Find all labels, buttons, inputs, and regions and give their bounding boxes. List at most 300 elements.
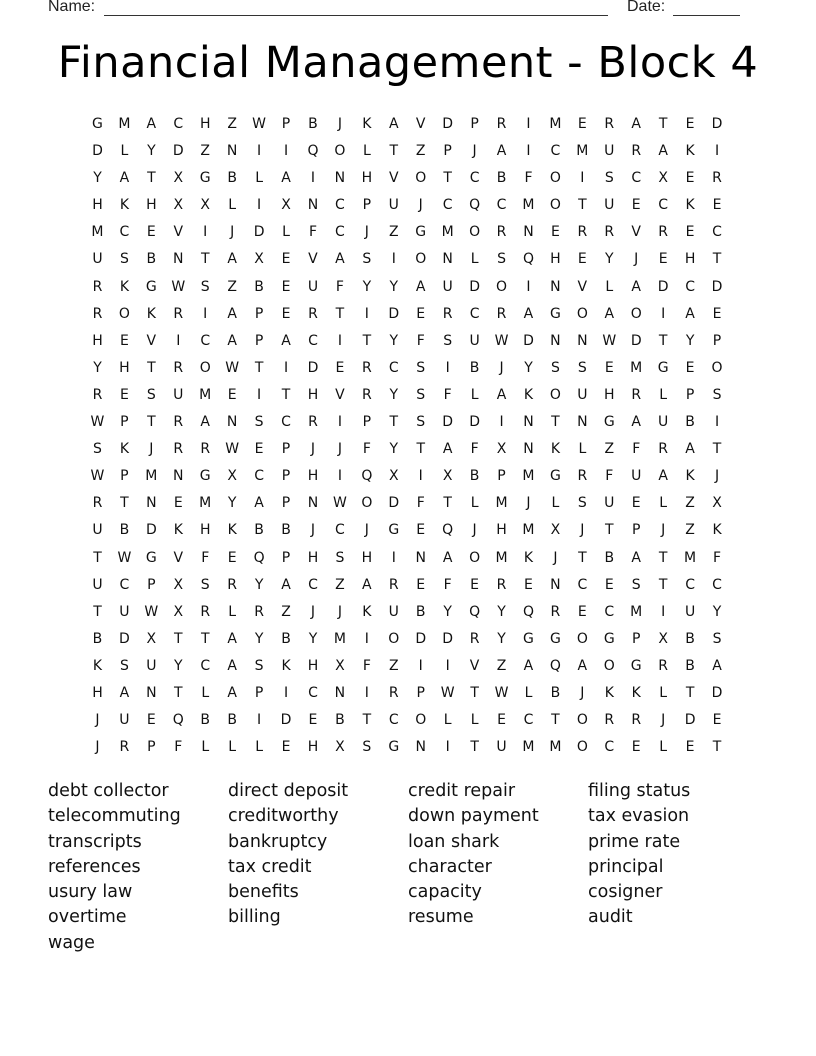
grid-letter: P xyxy=(147,739,156,756)
grid-letter: E xyxy=(604,576,614,593)
grid-letter: J xyxy=(472,522,477,539)
grid-row xyxy=(84,602,731,629)
grid-letter: T xyxy=(470,684,479,701)
grid-letter: Z xyxy=(281,603,291,620)
grid-letter: B xyxy=(281,522,291,539)
word-list-item: direct deposit xyxy=(228,781,349,801)
grid-letter: O xyxy=(576,305,588,322)
grid-letter: B xyxy=(469,468,480,485)
grid-letter: Y xyxy=(93,170,102,187)
grid-letter: J xyxy=(418,197,423,214)
grid-letter: K xyxy=(227,522,237,539)
grid-letter: P xyxy=(147,576,156,593)
header xyxy=(48,0,748,20)
grid-letter: A xyxy=(227,630,237,647)
grid-letter: A xyxy=(658,143,668,160)
grid-letter: H xyxy=(684,251,696,268)
grid-letter: S xyxy=(712,386,722,403)
grid-letter: C xyxy=(388,712,399,729)
grid-letter: S xyxy=(416,359,426,376)
grid-letter: D xyxy=(280,712,292,729)
grid-letter: T xyxy=(443,170,452,187)
grid-letter: F xyxy=(524,170,533,187)
grid-letter: S xyxy=(416,414,426,431)
grid-letter: P xyxy=(281,495,291,512)
grid-letter: B xyxy=(550,684,561,701)
grid-letter: A xyxy=(146,116,157,132)
grid-letter: O xyxy=(576,712,588,729)
grid-letter: F xyxy=(201,549,210,566)
grid-letter: P xyxy=(281,441,291,458)
grid-letter: S xyxy=(416,386,426,403)
grid-letter: N xyxy=(523,414,534,431)
grid-letter: S xyxy=(362,251,372,268)
grid-letter: Y xyxy=(389,278,399,295)
grid-letter: L xyxy=(470,495,479,512)
grid-letter: F xyxy=(443,386,452,403)
grid-letter: D xyxy=(442,414,454,431)
grid-letter: R xyxy=(496,224,507,241)
grid-letter: V xyxy=(469,657,480,674)
grid-letter: V xyxy=(631,224,641,241)
grid-letter: A xyxy=(227,251,237,268)
grid-letter: C xyxy=(685,278,695,295)
grid-letter: N xyxy=(523,224,534,241)
grid-letter: N xyxy=(415,739,426,756)
grid-letter: T xyxy=(551,712,560,729)
grid-letter: N xyxy=(226,143,238,160)
grid-letter: C xyxy=(604,739,615,756)
grid-letter: I xyxy=(203,224,208,241)
grid-letter: O xyxy=(415,170,427,187)
grid-letter: D xyxy=(307,359,319,376)
grid-letter: E xyxy=(281,305,291,322)
grid-letter: Y xyxy=(685,332,695,349)
grid-letter: Y xyxy=(605,251,614,268)
grid-letter: A xyxy=(227,684,237,701)
grid-letter: V xyxy=(173,549,184,566)
grid-letter: R xyxy=(388,576,399,593)
grid-letter: S xyxy=(335,549,345,566)
grid-letter: Y xyxy=(524,359,533,376)
grid-letter: M xyxy=(549,739,562,756)
grid-letter: W xyxy=(494,332,509,349)
grid-letter: M xyxy=(522,197,535,214)
grid-letter: B xyxy=(281,630,291,647)
grid-letter: U xyxy=(146,657,157,674)
grid-letter: C xyxy=(308,576,318,593)
name-label: Name: xyxy=(48,0,96,15)
grid-letter: H xyxy=(307,657,319,674)
date-field[interactable] xyxy=(673,15,740,16)
grid-letter: J xyxy=(499,359,504,376)
grid-row xyxy=(84,466,731,493)
grid-letter: C xyxy=(469,305,480,322)
word-list-item: debt collector xyxy=(48,781,169,801)
grid-letter: P xyxy=(281,116,291,132)
grid-letter: I xyxy=(257,197,262,214)
grid-letter: U xyxy=(577,386,588,403)
grid-letter: I xyxy=(257,143,262,160)
grid-letter: K xyxy=(685,143,695,160)
grid-row xyxy=(84,520,731,547)
grid-letter: B xyxy=(415,603,426,620)
grid-letter: G xyxy=(549,630,561,647)
grid-letter: C xyxy=(685,576,695,593)
grid-letter: A xyxy=(227,305,237,322)
grid-letter: W xyxy=(144,603,159,620)
grid-letter: A xyxy=(631,414,641,431)
grid-letter: I xyxy=(445,359,450,376)
grid-row xyxy=(84,304,731,331)
grid-letter: A xyxy=(119,170,130,187)
grid-row xyxy=(84,222,731,249)
grid-letter: P xyxy=(362,197,372,214)
grid-letter: K xyxy=(362,603,372,620)
grid-letter: M xyxy=(576,143,589,160)
grid-letter: O xyxy=(199,359,211,376)
grid-letter: J xyxy=(95,739,100,756)
grid-letter: A xyxy=(631,116,641,132)
grid-letter: E xyxy=(577,603,587,620)
grid-letter: I xyxy=(526,143,531,160)
grid-letter: R xyxy=(469,630,480,647)
grid-letter: U xyxy=(173,386,184,403)
grid-letter: P xyxy=(281,549,291,566)
grid-letter: T xyxy=(200,251,210,268)
word-list-item: resume xyxy=(408,907,474,928)
date-label: Date: xyxy=(627,0,666,15)
grid-letter: V xyxy=(388,170,399,187)
grid-letter: U xyxy=(604,495,615,512)
grid-letter: T xyxy=(335,305,345,322)
grid-letter: Q xyxy=(469,197,481,214)
grid-letter: T xyxy=(551,414,560,431)
grid-letter: O xyxy=(388,630,400,647)
grid-letter: Q xyxy=(172,712,184,729)
grid-letter: B xyxy=(200,712,211,729)
grid-letter: C xyxy=(496,197,507,214)
grid-letter: K xyxy=(92,657,103,674)
grid-letter: E xyxy=(281,278,291,295)
grid-letter: X xyxy=(254,251,264,268)
grid-letter: R xyxy=(388,684,399,701)
grid-letter: K xyxy=(523,386,534,403)
grid-letter: T xyxy=(389,143,399,160)
grid-row xyxy=(84,548,731,575)
grid-letter: I xyxy=(445,657,450,674)
grid-letter: O xyxy=(549,197,561,214)
grid-letter: U xyxy=(604,143,615,160)
grid-letter: C xyxy=(335,197,345,214)
grid-letter: X xyxy=(388,468,399,485)
grid-letter: T xyxy=(147,170,156,187)
grid-letter: K xyxy=(173,522,183,539)
grid-letter: G xyxy=(145,549,157,566)
word-list-item: principal xyxy=(588,856,664,877)
grid-letter: J xyxy=(149,441,154,458)
grid-letter: L xyxy=(470,251,479,268)
grid-letter: D xyxy=(442,630,454,647)
grid-letter: P xyxy=(712,332,722,349)
grid-letter: E xyxy=(254,441,264,458)
grid-letter: E xyxy=(227,386,237,403)
grid-letter: P xyxy=(631,630,641,647)
grid-letter: Z xyxy=(685,522,695,539)
grid-letter: D xyxy=(711,278,723,295)
grid-letter: T xyxy=(281,386,291,403)
grid-letter: R xyxy=(496,116,507,132)
grid-letter: A xyxy=(415,278,426,295)
grid-letter: H xyxy=(119,359,130,376)
grid-letter: O xyxy=(603,657,615,674)
grid-letter: G xyxy=(388,739,400,756)
word-list-item: capacity xyxy=(408,882,482,903)
grid-letter: C xyxy=(388,359,399,376)
grid-letter: X xyxy=(173,576,184,593)
grid-letter: C xyxy=(631,170,642,187)
grid-letter: C xyxy=(254,468,264,485)
grid-letter: H xyxy=(199,522,211,539)
grid-letter: A xyxy=(388,116,399,132)
grid-letter: L xyxy=(659,495,668,512)
grid-letter: C xyxy=(577,576,588,593)
grid-letter: P xyxy=(281,468,291,485)
grid-letter: J xyxy=(310,441,316,458)
grid-letter: F xyxy=(632,441,641,458)
grid-letter: T xyxy=(362,712,372,729)
grid-letter: I xyxy=(283,143,289,160)
grid-letter: E xyxy=(685,359,695,376)
grid-letter: R xyxy=(200,441,211,458)
grid-letter: T xyxy=(147,414,156,431)
grid-letter: C xyxy=(442,197,453,214)
grid-letter: R xyxy=(92,386,103,403)
grid-letter: T xyxy=(254,359,264,376)
word-list xyxy=(48,781,768,958)
grid-letter: N xyxy=(550,576,561,593)
grid-letter: R xyxy=(604,116,615,132)
grid-letter: A xyxy=(496,143,507,160)
grid-letter: H xyxy=(92,684,103,701)
grid-letter: R xyxy=(173,441,184,458)
grid-letter: T xyxy=(443,495,452,512)
grid-letter: A xyxy=(658,468,668,485)
grid-letter: R xyxy=(658,224,669,241)
grid-letter: G xyxy=(388,522,400,539)
grid-letter: E xyxy=(577,116,587,132)
grid-letter: J xyxy=(337,603,342,620)
grid-letter: O xyxy=(711,359,723,376)
grid-letter: R xyxy=(361,386,372,403)
grid-letter: M xyxy=(91,224,104,241)
word-search-grid xyxy=(84,114,731,764)
grid-letter: R xyxy=(658,657,669,674)
grid-letter: O xyxy=(630,305,642,322)
grid-letter: R xyxy=(173,305,184,322)
grid-letter: I xyxy=(391,251,396,268)
grid-letter: Y xyxy=(389,332,399,349)
grid-letter: O xyxy=(415,712,427,729)
grid-letter: F xyxy=(470,441,479,458)
grid-letter: L xyxy=(255,739,263,756)
grid-letter: I xyxy=(337,468,342,485)
grid-letter: D xyxy=(469,278,480,295)
word-list-item: prime rate xyxy=(588,831,681,852)
grid-letter: C xyxy=(308,684,318,701)
grid-letter: B xyxy=(685,414,695,431)
grid-letter: I xyxy=(310,170,316,187)
grid-letter: D xyxy=(119,630,130,647)
grid-letter: P xyxy=(254,684,264,701)
grid-letter: T xyxy=(712,739,722,756)
grid-letter: X xyxy=(227,468,237,485)
grid-letter: A xyxy=(577,657,588,674)
grid-letter: U xyxy=(388,603,399,620)
grid-letter: X xyxy=(173,170,184,187)
grid-letter: E xyxy=(631,197,641,214)
grid-letter: Q xyxy=(253,549,265,566)
grid-letter: R xyxy=(577,224,588,241)
grid-letter: X xyxy=(173,603,184,620)
grid-letter: U xyxy=(92,576,103,593)
grid-letter: D xyxy=(415,630,427,647)
grid-letter: A xyxy=(335,251,345,268)
grid-letter: W xyxy=(332,495,347,512)
grid-letter: S xyxy=(443,332,453,349)
grid-row xyxy=(84,277,731,304)
grid-letter: H xyxy=(550,251,561,268)
grid-letter: J xyxy=(310,603,316,620)
grid-letter: Z xyxy=(227,116,237,132)
grid-letter: I xyxy=(714,414,720,431)
grid-letter: R xyxy=(631,712,642,729)
grid-letter: F xyxy=(605,468,614,485)
grid-letter: C xyxy=(604,603,615,620)
grid-letter: K xyxy=(523,549,534,566)
grid-letter: M xyxy=(495,495,508,512)
grid-letter: I xyxy=(337,414,342,431)
grid-letter: K xyxy=(281,657,291,674)
grid-letter: Y xyxy=(254,576,264,593)
grid-letter: S xyxy=(550,359,560,376)
grid-letter: K xyxy=(119,441,129,458)
grid-letter: G xyxy=(199,170,211,187)
grid-letter: I xyxy=(499,414,504,431)
grid-letter: I xyxy=(580,170,585,187)
grid-letter: I xyxy=(391,549,396,566)
grid-letter: F xyxy=(335,278,344,295)
grid-letter: L xyxy=(659,386,668,403)
name-field[interactable] xyxy=(104,15,608,16)
grid-letter: E xyxy=(416,522,426,539)
grid-letter: N xyxy=(577,414,588,431)
grid-letter: V xyxy=(173,224,184,241)
grid-letter: X xyxy=(658,170,668,187)
grid-letter: A xyxy=(227,657,237,674)
grid-letter: R xyxy=(361,359,372,376)
grid-letter: E xyxy=(146,712,156,729)
grid-letter: W xyxy=(602,332,617,349)
grid-letter: A xyxy=(685,441,695,458)
grid-letter: E xyxy=(550,224,560,241)
grid-letter: Q xyxy=(549,657,561,674)
grid-letter: P xyxy=(120,414,129,431)
grid-letter: R xyxy=(604,712,615,729)
grid-letter: D xyxy=(388,495,400,512)
grid-letter: A xyxy=(362,576,372,593)
grid-letter: S xyxy=(254,414,264,431)
grid-row xyxy=(84,683,731,710)
grid-letter: E xyxy=(227,549,237,566)
grid-letter: F xyxy=(713,549,722,566)
grid-letter: E xyxy=(604,359,614,376)
grid-letter: T xyxy=(685,684,695,701)
word-list-item: audit xyxy=(588,907,633,928)
grid-letter: Y xyxy=(174,657,183,674)
grid-letter: B xyxy=(469,359,480,376)
grid-letter: G xyxy=(523,630,534,647)
grid-letter: T xyxy=(362,332,372,349)
grid-letter: T xyxy=(416,441,425,458)
grid-letter: J xyxy=(634,251,639,268)
grid-letter: N xyxy=(334,684,346,701)
grid-letter: E xyxy=(685,116,695,132)
grid-letter: H xyxy=(361,170,373,187)
grid-letter: B xyxy=(308,116,318,132)
grid-letter: D xyxy=(172,143,184,160)
grid-letter: V xyxy=(308,251,318,268)
word-list-item: overtime xyxy=(48,907,127,928)
grid-letter: D xyxy=(657,278,669,295)
grid-letter: U xyxy=(388,197,399,214)
grid-letter: C xyxy=(712,576,722,593)
grid-letter: N xyxy=(577,332,588,349)
grid-letter: C xyxy=(550,143,561,160)
grid-letter: X xyxy=(550,522,561,539)
grid-letter: I xyxy=(526,116,531,132)
word-list-item: loan shark xyxy=(408,831,500,852)
grid-letter: I xyxy=(283,359,289,376)
grid-letter: E xyxy=(335,359,345,376)
grid-letter: U xyxy=(496,739,507,756)
grid-letter: R xyxy=(254,603,264,620)
grid-letter: C xyxy=(119,576,130,593)
grid-letter: R xyxy=(604,224,615,241)
grid-letter: E xyxy=(685,170,695,187)
grid-letter: I xyxy=(257,712,262,729)
grid-letter: N xyxy=(226,414,238,431)
grid-letter: U xyxy=(631,468,642,485)
grid-letter: G xyxy=(92,116,103,132)
grid-letter: P xyxy=(416,684,425,701)
grid-letter: U xyxy=(442,278,453,295)
grid-letter: P xyxy=(362,414,372,431)
grid-letter: R xyxy=(631,143,642,160)
grid-letter: N xyxy=(442,251,453,268)
grid-letter: J xyxy=(337,116,342,132)
grid-letter: J xyxy=(310,522,316,539)
grid-letter: D xyxy=(145,522,157,539)
grid-letter: S xyxy=(497,251,506,268)
grid-letter: G xyxy=(199,468,211,485)
word-list-item: filing status xyxy=(588,781,691,801)
grid-letter: B xyxy=(227,170,237,187)
grid-letter: L xyxy=(551,495,560,512)
grid-letter: U xyxy=(92,251,103,268)
grid-letter: P xyxy=(497,468,506,485)
grid-letter: U xyxy=(604,197,615,214)
